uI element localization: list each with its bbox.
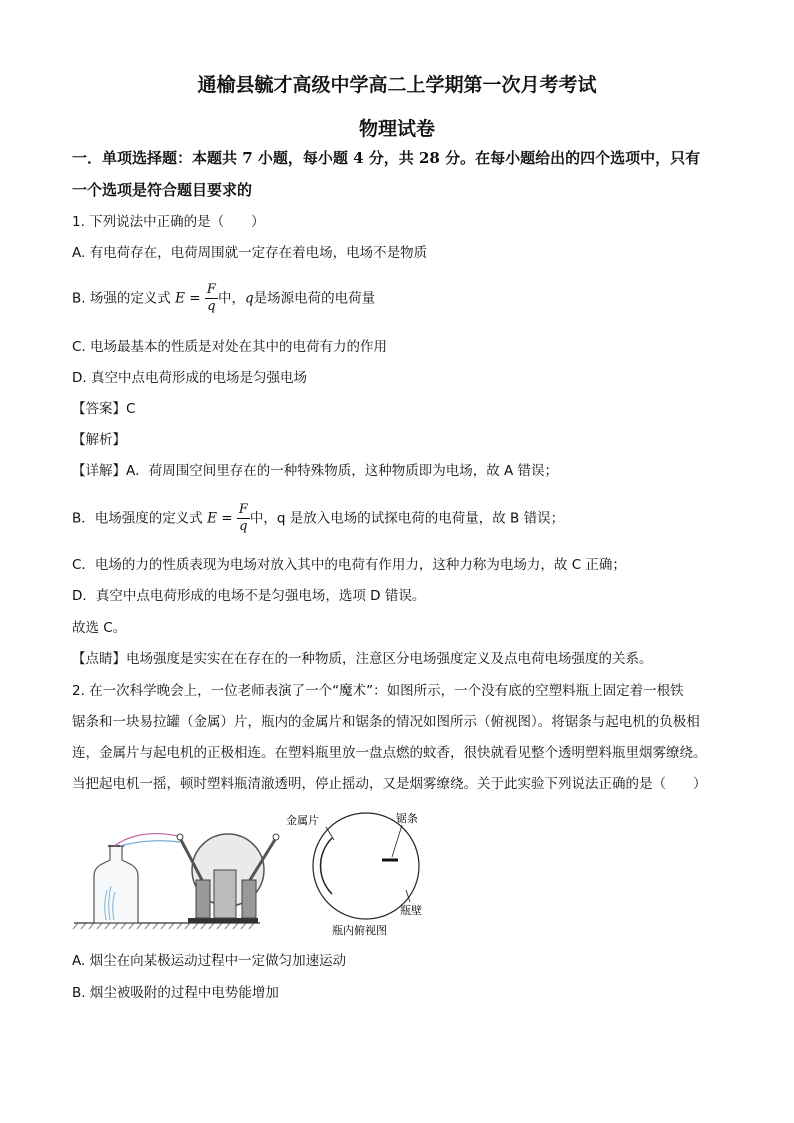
- question-1-option-a: A. 有电荷存在，电荷周围就一定存在着电场，电场不是物质: [72, 245, 428, 261]
- question-2-line2: 锯条和一块易拉罐（金属）片，瓶内的金属片和锯条的情况如图所示（俯视图）。将锯条与起电机的负极相: [72, 714, 700, 730]
- label-metal-sheet: 金属片: [286, 814, 319, 827]
- question-2-option-b: B. 烟尘被吸附的过程中电势能增加: [72, 985, 279, 1001]
- generator-base: [188, 918, 258, 923]
- analysis-tag: 【解析】: [72, 432, 126, 448]
- question-2-line3: 连，金属片与起电机的正极相连。在塑料瓶里放一盘点燃的蚊香，很快就看见整个透明塑料瓶里烟雾缭绕。: [72, 745, 707, 761]
- detail-formula-numerator: F: [238, 502, 248, 517]
- experiment-figure: [70, 810, 450, 940]
- question-2-line4: 当把起电机一摇，顿时塑料瓶清澈透明，停止摇动，又是烟雾缭绕。关于此实验下列说法正确的是（ ）: [72, 776, 707, 792]
- detail-a: [72, 461, 558, 481]
- formula-lhs: E =: [175, 290, 201, 307]
- detail-a-text: A．荷周围空间里存在的一种特殊物质，这种物质即为电场，故 A 错误；: [126, 463, 559, 479]
- detail-tag: 【详解】: [72, 463, 126, 479]
- conclusion: 故选 C。: [72, 620, 127, 636]
- comment-tag: 【点睛】: [72, 651, 126, 667]
- answer-tag: 【答案】: [72, 401, 126, 417]
- question-2-option-a: A. 烟尘在向某极运动过程中一定做匀加速运动: [72, 953, 347, 969]
- plastic-bottle: [94, 846, 138, 923]
- label-bottle-wall: 瓶壁: [400, 904, 422, 917]
- section-heading-line1: 一．单项选择题：本题共 7 小题，每小题 4 分，共 28 分。在每小题给出的四个选项中，只有: [72, 149, 701, 167]
- metal-label-pointer: [326, 827, 334, 840]
- saw-label-pointer: [392, 825, 402, 857]
- page-subtitle: 物理试卷: [358, 118, 435, 140]
- question-2-line1: 2. 在一次科学晚会上，一位老师表演了一个“魔术”：如图所示，一个没有底的空塑料瓶上固定着一根铁: [72, 683, 684, 699]
- terminal-right: [273, 834, 279, 840]
- option-b-text-pre: B. 场强的定义式: [72, 290, 171, 307]
- detail-b-text-pre: B．电场强度的定义式: [72, 510, 203, 527]
- detail-formula-denominator: q: [239, 519, 248, 534]
- wire-negative: [114, 834, 178, 846]
- detail-c: C．电场的力的性质表现为电场对放入其中的电荷有作用力，这种力称为电场力，故 C 正确；: [72, 557, 626, 573]
- option-b-text-post: 是场源电荷的电荷量: [253, 290, 376, 307]
- answer-value: C: [126, 401, 136, 417]
- detail-formula-lhs: E =: [207, 510, 233, 527]
- formula-denominator: q: [207, 299, 216, 314]
- detail-b-text-post: 中，q 是放入电场的试探电荷的电荷量，故 B 错误；: [249, 510, 565, 527]
- detail-b: [72, 502, 564, 535]
- generator-post-left: [196, 880, 210, 918]
- formula-numerator: F: [206, 282, 216, 297]
- generator-post-right: [242, 880, 256, 918]
- figure-caption: 瓶内俯视图: [332, 924, 387, 937]
- question-1-stem: 1. 下列说法中正确的是（ ）: [72, 214, 265, 230]
- question-1-option-b: [72, 282, 375, 315]
- question-1-option-c: C. 电场最基本的性质是对处在其中的电荷有力的作用: [72, 339, 388, 355]
- question-1-option-d: D. 真空中点电荷形成的电场是匀强电场: [72, 370, 307, 386]
- formula-fraction: [205, 282, 218, 315]
- wire-positive: [120, 841, 180, 846]
- comment-text: 电场强度是实实在在存在的一种物质，注意区分电场强度定义及点电荷电场强度的关系。: [126, 651, 653, 667]
- detail-d: D．真空中点电荷形成的电场不是匀强电场，选项 D 错误。: [72, 588, 426, 604]
- answer-line: [72, 399, 135, 419]
- option-b-variable: q: [244, 290, 254, 307]
- option-b-text-mid: 中，: [217, 290, 245, 307]
- generator-center-post: [214, 870, 236, 918]
- page-title: 通榆县毓才高级中学高二上学期第一次月考考试: [197, 74, 597, 96]
- detail-formula-fraction: [237, 502, 250, 535]
- label-saw-blade: 锯条: [396, 812, 418, 825]
- section-heading-line2: 一个选项是符合题目要求的: [72, 181, 253, 199]
- ground-hatch: [73, 923, 254, 929]
- metal-sheet: [321, 838, 332, 894]
- comment: [72, 649, 653, 669]
- terminal-left: [177, 834, 183, 840]
